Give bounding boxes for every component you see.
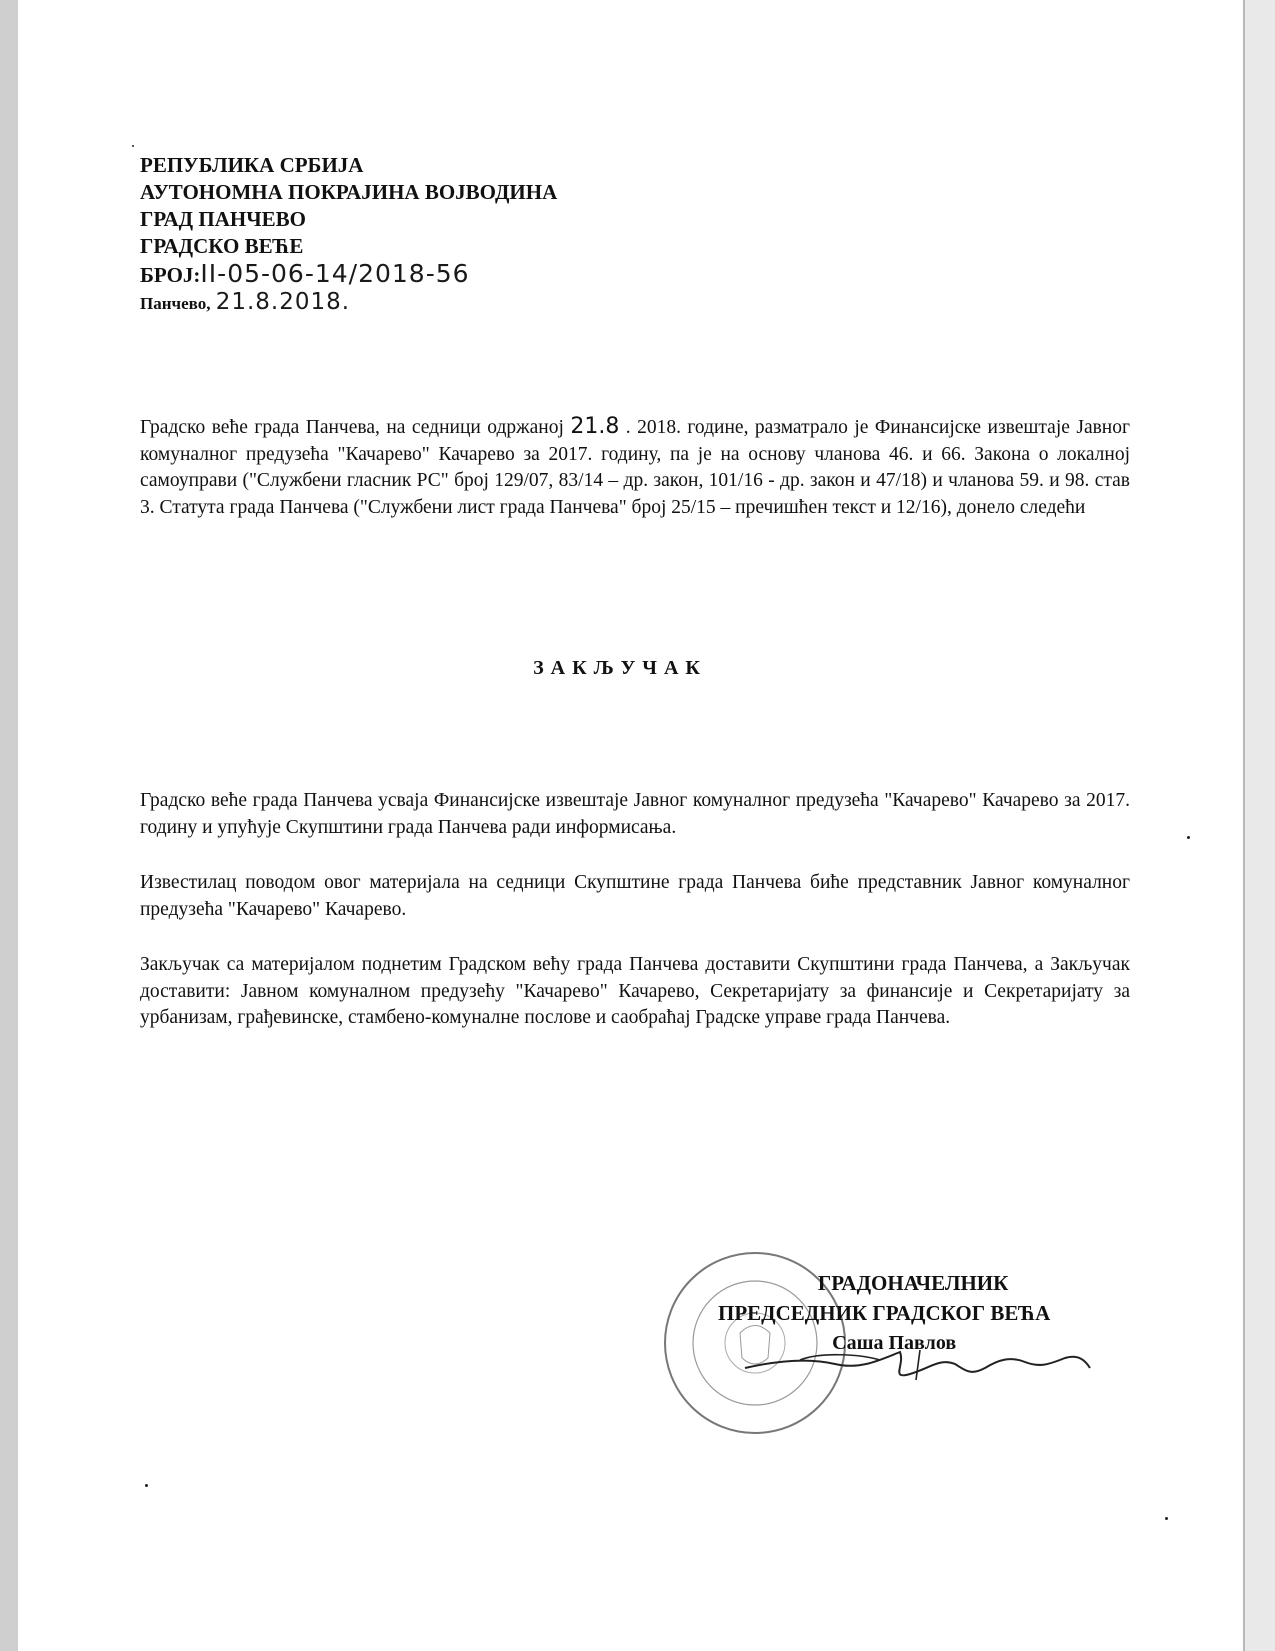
scan-speck [1165, 1517, 1168, 1520]
handwritten-signature-icon [740, 1330, 1100, 1400]
conclusion-paragraph-2: Известилац поводом овог материјала на седници Скупштине града Панчева биће представник Јавног комуналног предузећа "Качарево" Качарево. [140, 872, 1130, 920]
place-label: Панчево, [140, 294, 211, 313]
scan-speck [132, 145, 134, 147]
scan-border-left [0, 0, 18, 1651]
conclusion-paragraph-1: Градско веће града Панчева усваја Финансијске извештаје Јавног комуналног предузећа "Качарево" Качарево за 2017. годину и упућује Скупштини града Панчева ради информисања. [140, 790, 1130, 838]
conclusion-paragraph-3: Закључак са материјалом поднетим Градском већу града Панчева доставити Скупштини града Панчева, а Закључак доставити: Јавном комуналном предузећу "Качарево" Качарево, Секретаријату за финансије и Секретаријату за урбанизам, грађевинске, стамбено-комуналне послове и саобраћај Градске управе града Панчева. [140, 954, 1130, 1028]
header-number [140, 260, 557, 289]
signature-title-president: ПРЕДСЕДНИК ГРАДСКОГ ВЕЋА [718, 1301, 1051, 1325]
signature-name: Саша Павлов [832, 1332, 957, 1354]
document-title: ЗАКЉУЧАК [533, 657, 707, 679]
scan-border-edge [1243, 0, 1245, 1651]
document-header [140, 152, 557, 317]
scan-speck [145, 1484, 148, 1487]
header-province: АУТОНОМНА ПОКРАЈИНА ВОЈВОДИНА [140, 180, 558, 204]
intro-paragraph [140, 414, 1130, 521]
intro-handwritten-date: 21.8 [570, 414, 620, 439]
intro-part2: . 2018. године, разматрало је Финансијске извештаје Јавног комуналног предузећа "Качарево" Качарево за 2017. годину, па је на основу чланова 46. и 66. Закона о локалној самоуправи ("Службени гласник РС" број 129/07, 83/14 – др. закон, 101/16 - др. закон и 47/18) и чланова 59. и 98. став 3. Статута града Панчева ("Службени лист града Панчева" број 25/15 – пречишћен текст и 12/16), донело следећи [140, 417, 1130, 518]
number-label: БРОЈ: [140, 263, 201, 287]
scan-border-right [1245, 0, 1275, 1651]
header-country: РЕПУБЛИКА СРБИЈА [140, 153, 364, 177]
scan-speck [1187, 836, 1190, 839]
number-value-handwritten: II-05-06-14/2018-56 [200, 259, 470, 288]
header-place-date [140, 289, 557, 317]
header-city: ГРАД ПАНЧЕВО [140, 207, 306, 231]
intro-part1: Градско веће града Панчева, на седници одржаној [140, 417, 564, 438]
header-council: ГРАДСКО ВЕЋЕ [140, 234, 304, 258]
place-date-handwritten: 21.8.2018. [215, 289, 351, 315]
signature-title-mayor: ГРАДОНАЧЕЛНИК [817, 1271, 1009, 1295]
